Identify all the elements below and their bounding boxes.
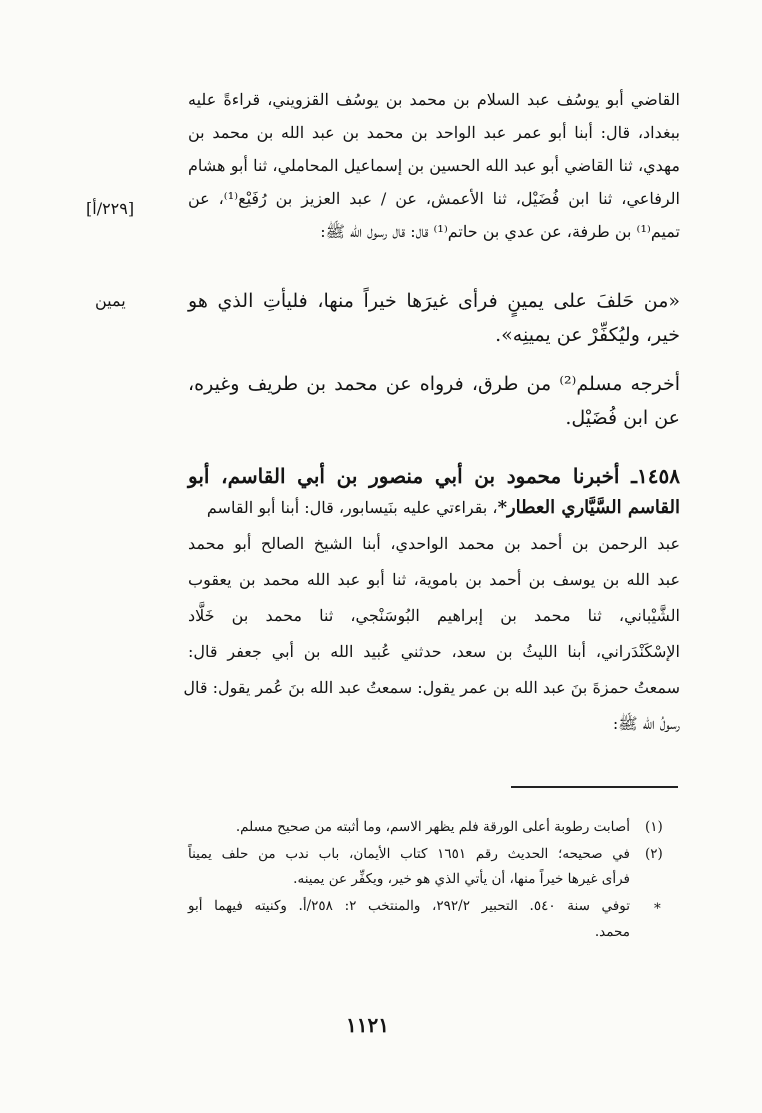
takhrij-paragraph xyxy=(188,372,680,432)
footnote-text: أصابت رطوبة أعلى الورقة فلم يظهر الاسم، وما أثبته من صحيح مسلم. xyxy=(235,819,630,835)
hadith-entry-1458 xyxy=(183,464,680,764)
isnad-paragraph xyxy=(188,90,680,260)
folio-reference: [٢٢٩/أ] xyxy=(86,199,135,218)
footnote-number: (٢) xyxy=(645,846,663,862)
text-line: عن ابن فُضَيْل. xyxy=(565,407,680,429)
text-line: ببغداد، قال: أبنا أبو عمر عبد الواحد بن محمد بن عبد الله بن محمد بن xyxy=(188,123,680,142)
text-line: مهدي، ثنا القاضي أبو عبد الله الحسين بن إسماعيل المحاملي، ثنا أبو هشام xyxy=(188,156,680,175)
hadith-text xyxy=(188,289,680,349)
text-line: عبد الرحمن بن أحمد بن محمد الواحدي، أبنا الشيخ الصالح أبو محمد xyxy=(188,534,680,553)
footnote-marker: * xyxy=(654,901,661,917)
text-line: القاضي أبو يوسُف عبد السلام بن محمد بن يوسُف القزويني، قراءةً عليه xyxy=(188,90,680,109)
text-line: عبد الله بن يوسف بن أحمد بن باموية، ثنا أبو عبد الله محمد بن يعقوب xyxy=(188,570,680,589)
text-line: الرفاعي، ثنا ابن فُضَيْل، ثنا الأعمش، عن / عبد العزيز بن رُفَيْع⁽¹⁾، عن xyxy=(188,189,681,208)
text-line: الإسْكَنْدَراني، أبنا الليثُ بن سعد، حدثني عُبيد الله بن أبي جعفر قال: xyxy=(188,642,680,661)
narrator-name: القاسم السَّيَّاري العطار* xyxy=(497,497,680,518)
text-line: تميم⁽¹⁾ بن طرفة، عن عدي بن حاتم⁽¹⁾ قال: قال رسول الله ﷺ: xyxy=(320,222,680,241)
page-number: ١١٢١ xyxy=(346,1013,389,1037)
footnote-text: توفي سنة ٥٤٠. التحبير ٢٩٢/٢، والمنتخب ٢: ٢٥٨/أ. وكنيته فيهما أبو xyxy=(188,898,630,914)
text-fragment: ، بقراءتي عليه بنَيسابور، قال: أبنا أبو القاسم xyxy=(206,498,498,517)
footnote-text: في صحيحه؛ الحديث رقم ١٦٥١ كتاب الأيمان، باب ندب من حلف يميناً xyxy=(188,846,630,862)
footnote-text: فرأى غيرها خيراً منها، أن يأتي الذي هو خير، ويكفِّر عن يمينه. xyxy=(293,871,630,887)
footnote-separator xyxy=(511,786,678,788)
text-line: أخرجه مسلم⁽²⁾ من طرق، فرواه عن محمد بن طريف وغيره، xyxy=(188,373,680,395)
entry-heading: ١٤٥٨ـ أخبرنا محمود بن أبي منصور بن أبي القاسم، أبو xyxy=(188,464,680,488)
text-line: سمعتُ حمزةَ بنَ عبد الله بن عمر يقول: سمعتُ عبد الله بنَ عُمر يقول: قال xyxy=(183,678,680,697)
text-line: خير، وليُكفِّرْ عن يمينِه». xyxy=(495,324,680,346)
text-line: الشَّيْباني، ثنا محمد بن إبراهيم البُوسَنْجي، ثنا محمد بن خَلَّاد xyxy=(188,606,680,625)
text-line: رسولُ الله ﷺ: xyxy=(612,714,680,733)
topic-margin-note: يمين xyxy=(95,291,126,310)
text-line xyxy=(188,498,680,518)
text-line: «من حَلفَ على يمينٍ فرأى غيرَها خيراً منها، فليأتِ الذي هو xyxy=(188,290,680,312)
footnote-text: محمد. xyxy=(594,924,630,940)
footnote-number: (١) xyxy=(645,819,663,835)
